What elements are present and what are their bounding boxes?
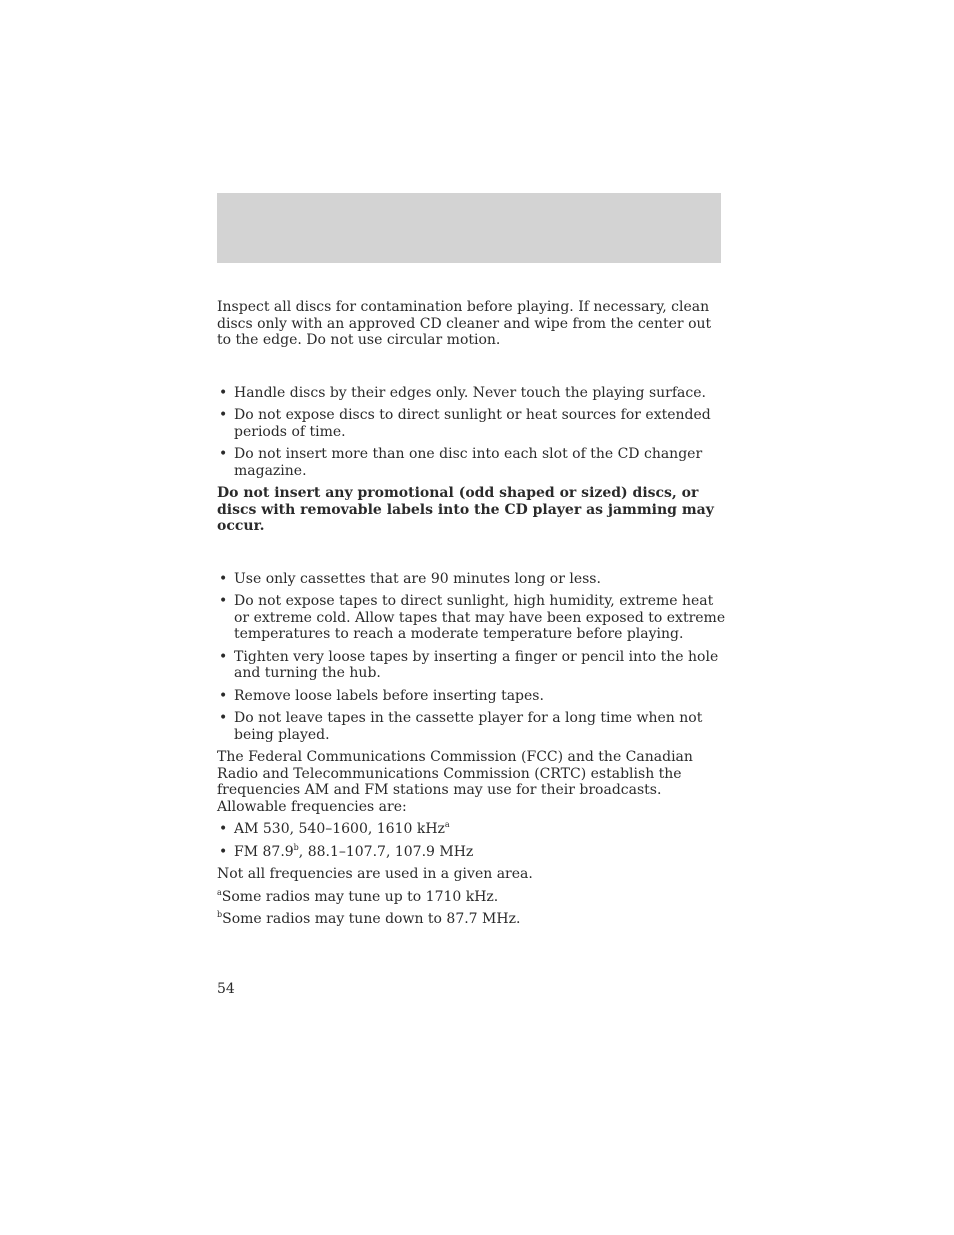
list-item-am: • AM 530, 540–1600, 1610 kHz$^a$	[219, 820, 450, 837]
bullet-icon: •	[219, 593, 228, 609]
list-item: • Do not leave tapes in the cassette player for a long time when not being played.	[219, 710, 703, 743]
header-band	[217, 193, 721, 263]
footnote-mark: a	[444, 820, 450, 829]
bullet-icon: •	[219, 570, 228, 587]
cd-warning: Do not insert any promotional (odd shaped or sized) discs, or discs with removable labels into the CD player as jamming may occur.	[217, 485, 714, 534]
bullet-icon: •	[219, 821, 228, 837]
frequency-list	[217, 821, 727, 860]
footnote-mark: a	[217, 887, 222, 897]
list-item: • Tighten very loose tapes by inserting a finger or pencil into the hole and turning the hub.	[219, 648, 719, 681]
list-item: • Do not insert more than one disc into each slot of the CD changer magazine.	[219, 446, 703, 479]
list-item: • Remove loose labels before inserting tapes.	[219, 687, 544, 704]
list-item: • Do not expose tapes to direct sunlight, high humidity, extreme heat or extreme cold. Allow tapes that may have been exposed to extreme temperatures to reach a moderate temperature before playing.	[219, 593, 726, 642]
footnote-b: $^b$Some radios may tune down to 87.7 MHz.	[217, 910, 521, 927]
tape-care-list	[217, 571, 727, 744]
radio-frequencies-intro: The Federal Communications Commission (FCC) and the Canadian Radio and Telecommunications Commission (CRTC) establish the frequencies AM and FM stations may use for their broadcasts. Allowable frequencies are:	[217, 749, 693, 815]
list-item-fm: • FM 87.9$^b$, 88.1–107.7, 107.9 MHz	[219, 842, 474, 860]
bullet-icon: •	[219, 407, 228, 423]
bullet-icon: •	[219, 687, 228, 704]
page-number: 54	[217, 981, 235, 997]
page-content	[217, 299, 727, 934]
bullet-icon: •	[219, 384, 228, 401]
cd-care-intro: Inspect all discs for contamination before playing. If necessary, clean discs only with an approved CD cleaner and wipe from the center out to the edge. Do not use circular motion.	[217, 299, 712, 348]
bullet-icon: •	[219, 648, 228, 665]
bullet-icon: •	[219, 446, 228, 462]
list-item: • Handle discs by their edges only. Never touch the playing surface.	[219, 384, 706, 401]
cd-care-list	[217, 385, 727, 480]
bullet-icon: •	[219, 710, 228, 726]
list-item: • Use only cassettes that are 90 minutes long or less.	[219, 570, 601, 587]
bullet-icon: •	[219, 843, 228, 860]
footnote-mark: b	[293, 842, 299, 852]
list-item: • Do not expose discs to direct sunlight or heat sources for extended periods of time.	[219, 407, 711, 440]
footnote-mark: b	[217, 910, 223, 919]
frequency-note: Not all frequencies are used in a given area.	[217, 866, 533, 882]
footnote-a: $^a$Some radios may tune up to 1710 kHz.	[217, 887, 499, 905]
